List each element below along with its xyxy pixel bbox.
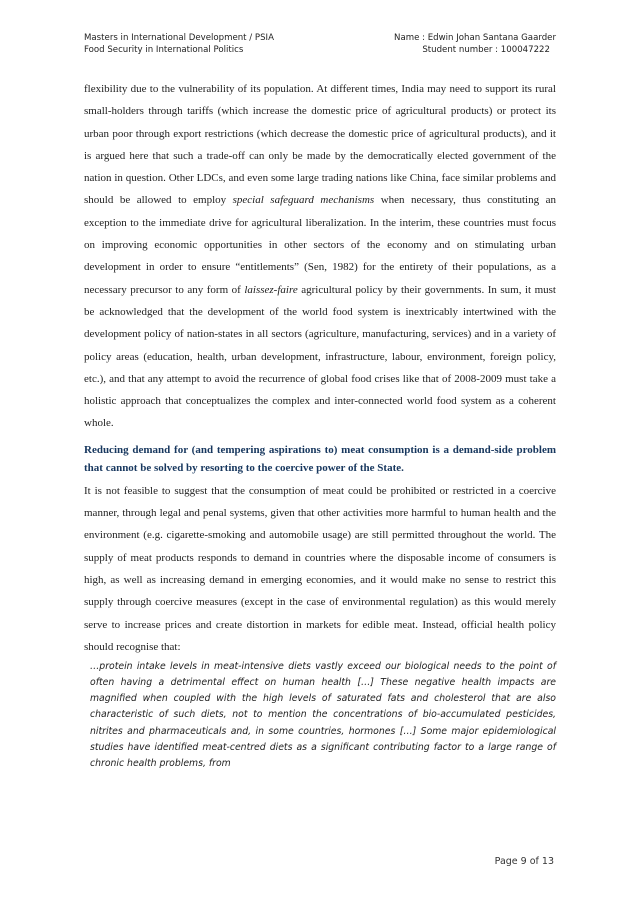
- section-heading: Reducing demand for (and tempering aspirations to) meat consumption is a demand-side problem that cannot be solved by resorting to the coercive power of the State.: [84, 443, 556, 474]
- paragraph-2-text: It is not feasible to suggest that the consumption of meat could be prohibited or restricted in a coercive manner, through legal and penal systems, given that other activities more harmful to human health and the environment (e.g. cigarette-smoking and automobile usage) are still permitted throughout the world. The supply of meat products responds to demand in countries where the disposable income of consumers is high, as well as increasing demand in emerging economies, and it would make no sense to restrict this supply through coercive measures (except in the case of environmental regulation) as this would merely serve to increase prices and create distortion in markets for edible meat. Instead, official health policy should recognise that:: [84, 484, 556, 653]
- page-number: Page 9 of 13: [494, 856, 554, 867]
- header-left: [84, 32, 274, 56]
- paragraph-1-text: flexibility due to the vulnerability of its population. At different times, India may need to support its rural small-holders through tariffs (which increase the domestic price of agricultural products) or protect its urban poor through export restrictions (which decrease the domestic price of agricultural products), and it is argued here that such a trade-off can only be made by the democratically elected government of the nation in question. Other LDCs, and even some large trading nations like China, face similar problems and should be allowed to employ special safeguard mechanisms when necessary, thus constituting an exception to the immediate drive for agricultural liberalization. In the interim, these countries must focus on improving economic opportunities in other sectors of the economy and on stimulating urban development in order to ensure “entitlements” (Sen, 1982) for the entirety of their populations, as a necessary precursor to any form of laissez-faire agricultural policy by their governments. In sum, it must be acknowledged that the development of the world food system is inextricably intertwined with the development policy of nation-states in all sectors (agriculture, manufacturing, services) and in a variety of policy areas (education, health, urban development, infrastructure, labour, environment, foreign policy, etc.), and that any attempt to avoid the recurrence of global food crises like that of 2008-2009 must take a holistic approach that conceptualizes the complex and inter-connected world food system as a coherent whole.: [84, 83, 557, 430]
- program-name: Masters in International Development / PSIA: [84, 33, 274, 43]
- italic-term: laissez-faire: [244, 283, 298, 296]
- student-number: Student number : 100047222: [422, 45, 550, 55]
- paragraph-2: [84, 480, 556, 658]
- student-name: Name : Edwin Johan Santana Gaarder: [394, 33, 556, 43]
- block-quote: …protein intake levels in meat-intensive diets vastly exceed our biological needs to the point of often having a detrimental effect on human health […] These negative health impacts are magnified when coupled with the high levels of saturated fats and cholesterol that are also characteristic of such diets, not to mention the concentrations of bio-accumulated pesticides, nitrites and pharmaceuticals and, in some countries, hormones […] Some major epidemiological studies have identified meat-centred diets as a significant contributing factor to a large range of chronic health problems, from: [90, 661, 556, 769]
- italic-term: special safeguard mechanisms: [232, 194, 375, 207]
- course-name: Food Security in International Politics: [84, 45, 244, 55]
- page-body: [84, 78, 556, 772]
- header-right: [394, 32, 556, 56]
- paragraph-1: [84, 78, 556, 435]
